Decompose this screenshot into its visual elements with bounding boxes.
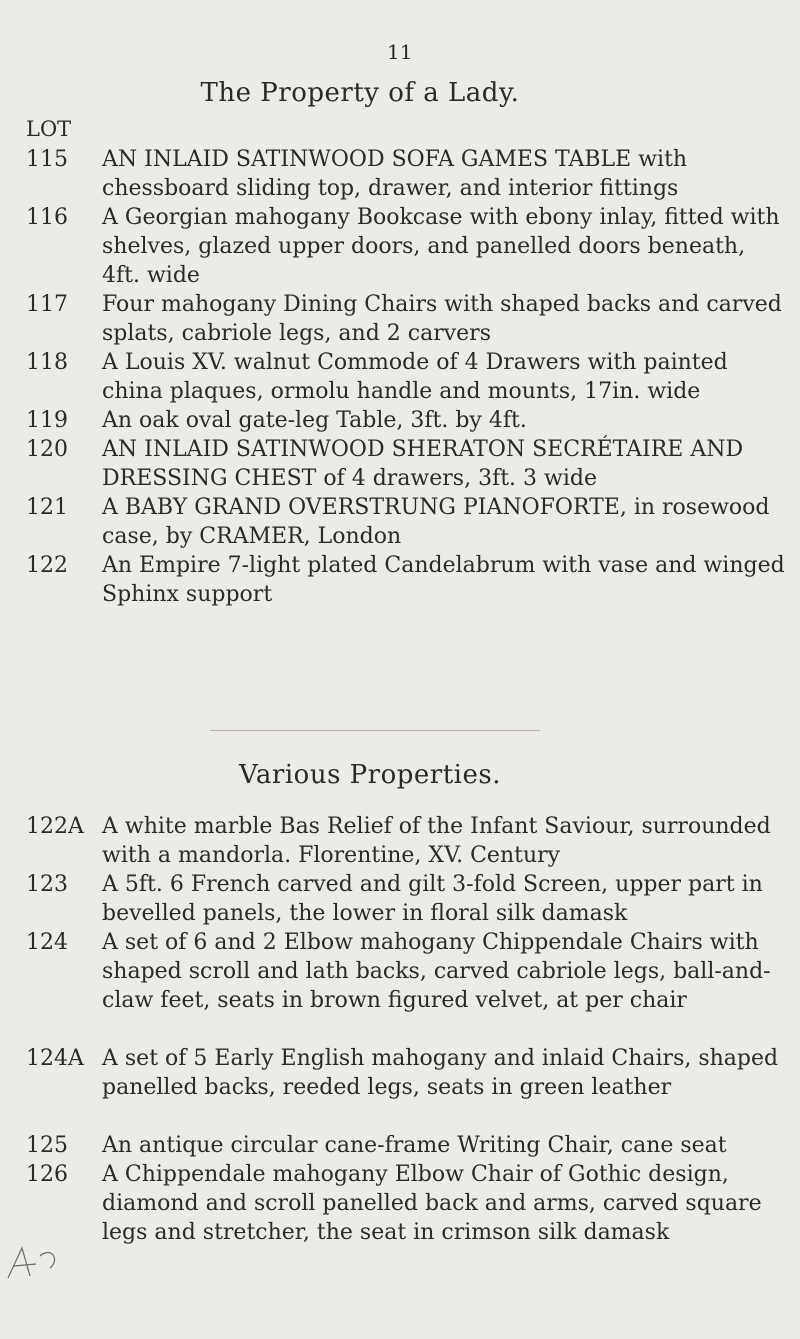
- lot-description: Four mahogany Dining Chairs with shaped backs and carved splats, cabriole legs, and 2 carvers: [102, 292, 782, 346]
- lot-number: 124: [26, 930, 68, 955]
- lot-number: 119: [26, 408, 68, 433]
- lot-number: 121: [26, 495, 68, 520]
- lot-description: A 5ft. 6 French carved and gilt 3-fold Screen, upper part in bevelled panels, the lower in floral silk damask: [102, 872, 763, 926]
- lot-description: An oak oval gate-leg Table, 3ft. by 4ft.: [102, 408, 527, 433]
- lot-entry: [26, 1160, 786, 1247]
- lot-number: 125: [26, 1133, 68, 1158]
- lot-number: 126: [26, 1162, 68, 1187]
- lot-entry: [26, 812, 786, 870]
- lot-entry: [26, 435, 786, 493]
- lot-number: 117: [26, 292, 68, 317]
- section-heading-lady: The Property of a Lady.: [200, 78, 520, 108]
- lot-description: A white marble Bas Relief of the Infant Saviour, surrounded with a mandorla. Florentine, XV. Century: [102, 814, 771, 868]
- lot-entry: [26, 290, 786, 348]
- lot-number: 115: [26, 147, 68, 172]
- lot-column-label: LOT: [26, 117, 72, 141]
- pencil-annotation-mark: [0, 1238, 70, 1298]
- lot-number: 118: [26, 350, 68, 375]
- lot-entry: [26, 870, 786, 928]
- lot-description: An Empire 7-light plated Candelabrum with vase and winged Sphinx support: [102, 553, 785, 607]
- lot-description: AN INLAID SATINWOOD SOFA GAMES TABLE with chessboard sliding top, drawer, and interior fittings: [102, 147, 688, 201]
- lot-entry: [26, 406, 786, 435]
- lot-entry: [26, 203, 786, 290]
- lot-description: A Georgian mahogany Bookcase with ebony inlay, fitted with shelves, glazed upper doors, and panelled doors beneath, 4ft. wide: [102, 205, 780, 288]
- lot-description: An antique circular cane-frame Writing Chair, cane seat: [102, 1133, 727, 1158]
- lot-entry: [26, 493, 786, 551]
- page-number: 11: [387, 40, 413, 64]
- lot-entry: [26, 145, 786, 203]
- lot-description: AN INLAID SATINWOOD SHERATON SECRÉTAIRE AND DRESSING CHEST of 4 drawers, 3ft. 3 wide: [102, 437, 744, 491]
- section-divider: [210, 730, 540, 731]
- lot-number: 116: [26, 205, 68, 230]
- lot-description: A set of 6 and 2 Elbow mahogany Chippendale Chairs with shaped scroll and lath backs, carved cabriole legs, ball-and-claw feet, seats in brown figured velvet, at per chair: [102, 930, 771, 1013]
- lot-description: A set of 5 Early English mahogany and inlaid Chairs, shaped panelled backs, reeded legs, seats in green leather: [102, 1046, 779, 1100]
- lot-description: A BABY GRAND OVERSTRUNG PIANOFORTE, in rosewood case, by CRAMER, London: [102, 495, 770, 549]
- lot-description: A Chippendale mahogany Elbow Chair of Gothic design, diamond and scroll panelled back and arms, carved square legs and stretcher, the seat in crimson silk damask: [102, 1162, 762, 1245]
- lot-entry: [26, 928, 786, 1015]
- lot-number: 122A: [26, 814, 84, 839]
- lot-number: 124A: [26, 1046, 84, 1071]
- lot-entry: [26, 348, 786, 406]
- lot-number: 123: [26, 872, 68, 897]
- lot-description: A Louis XV. walnut Commode of 4 Drawers with painted china plaques, ormolu handle and mounts, 17in. wide: [102, 350, 728, 404]
- lot-number: 122: [26, 553, 68, 578]
- lot-entry: [26, 551, 786, 609]
- lot-entry: [26, 1044, 786, 1102]
- lot-entry: [26, 1131, 786, 1160]
- section-heading-various: Various Properties.: [239, 760, 501, 790]
- lot-number: 120: [26, 437, 68, 462]
